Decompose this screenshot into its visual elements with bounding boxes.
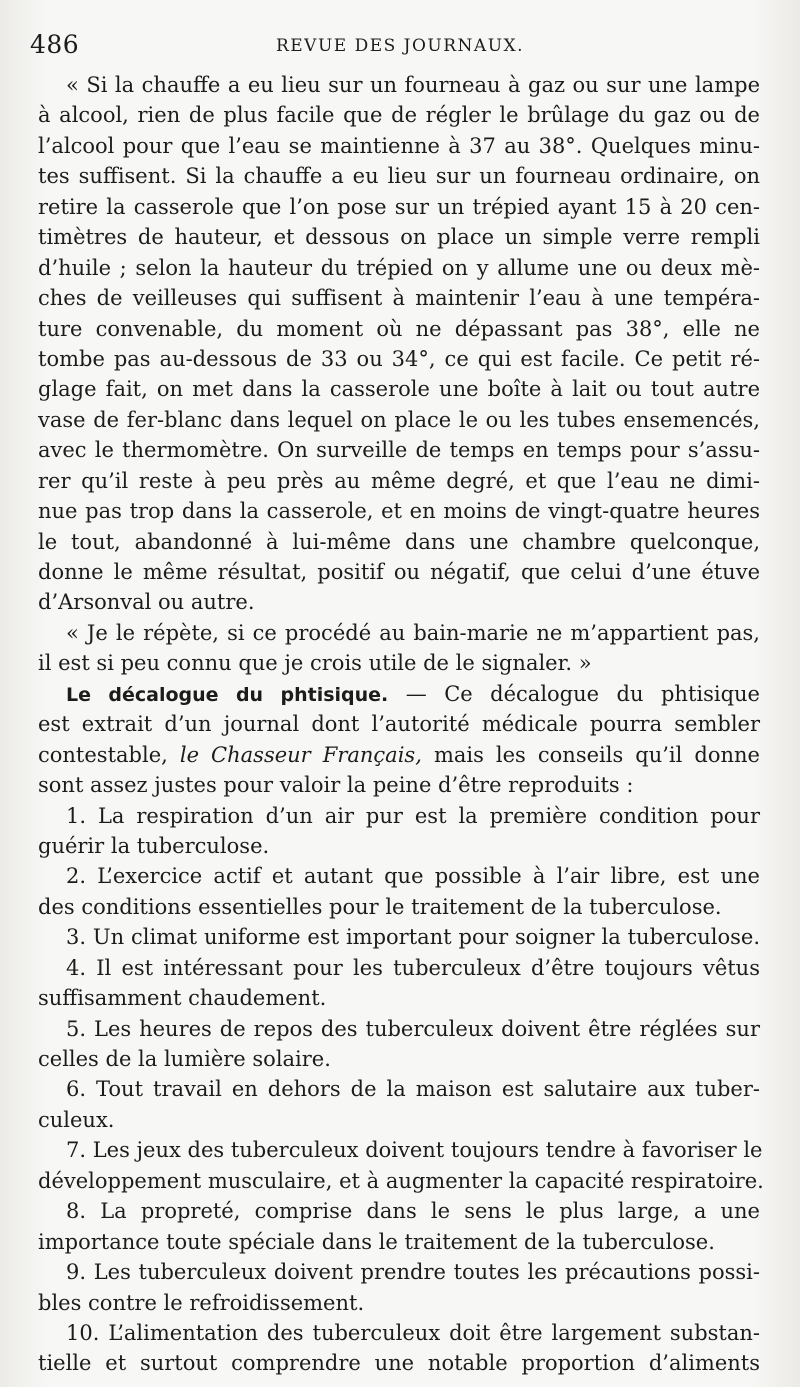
- text-line: vase de fer-blanc dans lequel on place le ou les tubes ensemencés,: [38, 407, 760, 432]
- running-title: REVUE DES JOURNAUX.: [275, 36, 525, 56]
- heading-line: [38, 679, 760, 709]
- list-item: 8. La propreté, comprise dans le sens le plus large, a une: [66, 1199, 760, 1224]
- text-line: des conditions essentielles pour le traitement de la tuberculose.: [38, 894, 722, 919]
- text-line: tes suffisent. Si la chauffe a eu lieu sur un fourneau ordinaire, on: [38, 164, 760, 189]
- journal-title: le Chasseur Français,: [179, 742, 422, 767]
- list-item: 10. L’alimentation des tuberculeux doit être largement substan-: [66, 1320, 760, 1345]
- text-line: celles de la lumière solaire.: [38, 1047, 331, 1071]
- list-item: 9. Les tuberculeux doivent prendre toutes les précautions possi-: [66, 1260, 760, 1285]
- text-line: avec le thermomètre. On surveille de temps en temps pour s’assu-: [38, 438, 760, 463]
- list-item: 5. Les heures de repos des tuberculeux doivent être réglées sur: [66, 1016, 760, 1041]
- text-line: est extrait d’un journal dont l’autorité médicale pourra sembler: [38, 712, 760, 737]
- text-line: suffisamment chaudement.: [38, 986, 327, 1011]
- list-item: 1. La respiration d’un air pur est la première condition pour: [66, 803, 760, 828]
- body-text: [38, 70, 764, 1379]
- text-line: guérir la tuberculose.: [38, 833, 270, 858]
- text-line: développement musculaire, et à augmenter la capacité respiratoire.: [38, 1168, 764, 1193]
- text-line: ches de veilleuses qui suffisent à maintenir l’eau à une tempéra-: [38, 286, 760, 311]
- text-line: d’Arsonval ou autre.: [38, 590, 255, 615]
- page-header: [30, 30, 770, 66]
- text-line: bles contre le refroidissement.: [38, 1290, 365, 1315]
- text-line: culeux.: [38, 1107, 115, 1132]
- text-line: — Ce décalogue du phtisique: [405, 681, 760, 706]
- text-line: nue pas trop dans la casserole, et en moins de vingt-quatre heures: [38, 499, 760, 524]
- text-line: rer qu’il reste à peu près au même degré, et que l’eau ne dimi-: [38, 468, 760, 493]
- section-heading: Le décalogue du phtisique.: [66, 683, 389, 706]
- text-line: tombe pas au-dessous de 33 ou 34°, ce qui est facile. Ce petit ré-: [38, 346, 760, 371]
- text-line: mais les conseils qu’il donne: [433, 742, 760, 767]
- text-line: tielle et surtout comprendre une notable proportion d’aliments: [38, 1351, 760, 1376]
- text-line: le tout, abandonné à lui-même dans une chambre quelconque,: [38, 529, 760, 554]
- text-line: « Si la chauffe a eu lieu sur un fourneau à gaz ou sur une lampe: [66, 73, 760, 97]
- page-number: 486: [30, 30, 80, 59]
- text-line: importance toute spéciale dans le traitement de la tuberculose.: [38, 1229, 715, 1254]
- text-line: « Je le répète, si ce procédé au bain-marie ne m’appartient pas,: [66, 620, 760, 645]
- text-line: à alcool, rien de plus facile que de régler le brûlage du gaz ou de: [38, 103, 760, 128]
- text-line: contestable,: [38, 742, 168, 767]
- list-item: 3. Un climat uniforme est important pour soigner la tuberculose.: [66, 925, 760, 950]
- text-line: ture convenable, du moment où ne dépassant pas 38°, elle ne: [38, 316, 760, 341]
- list-item: 7. Les jeux des tuberculeux doivent toujours tendre à favoriser le: [66, 1138, 763, 1163]
- citation-line: [38, 740, 760, 770]
- text-line: timètres de hauteur, et dessous on place un simple verre rempli: [38, 225, 760, 250]
- list-item: 2. L’exercice actif et autant que possible à l’air libre, est une: [66, 864, 760, 889]
- text-line: d’huile ; selon la hauteur du trépied on y allume une ou deux mè-: [38, 255, 760, 280]
- text-line: sont assez justes pour valoir la peine d’être reproduits :: [38, 773, 634, 798]
- list-item: 6. Tout travail en dehors de la maison est salutaire aux tuber-: [66, 1077, 760, 1102]
- list-item: 4. Il est intéressant pour les tuberculeux d’être toujours vêtus: [66, 955, 760, 980]
- text-line: donne le même résultat, positif ou négatif, que celui d’une étuve: [38, 560, 760, 584]
- text-line: glage fait, on met dans la casserole une boîte à lait ou tout autre: [38, 377, 760, 402]
- text-line: il est si peu connu que je crois utile de le signaler. »: [38, 651, 592, 676]
- text-line: l’alcool pour que l’eau se maintienne à 37 au 38°. Quelques minu-: [38, 133, 760, 158]
- text-line: retire la casserole que l’on pose sur un trépied ayant 15 à 20 cen-: [38, 194, 760, 219]
